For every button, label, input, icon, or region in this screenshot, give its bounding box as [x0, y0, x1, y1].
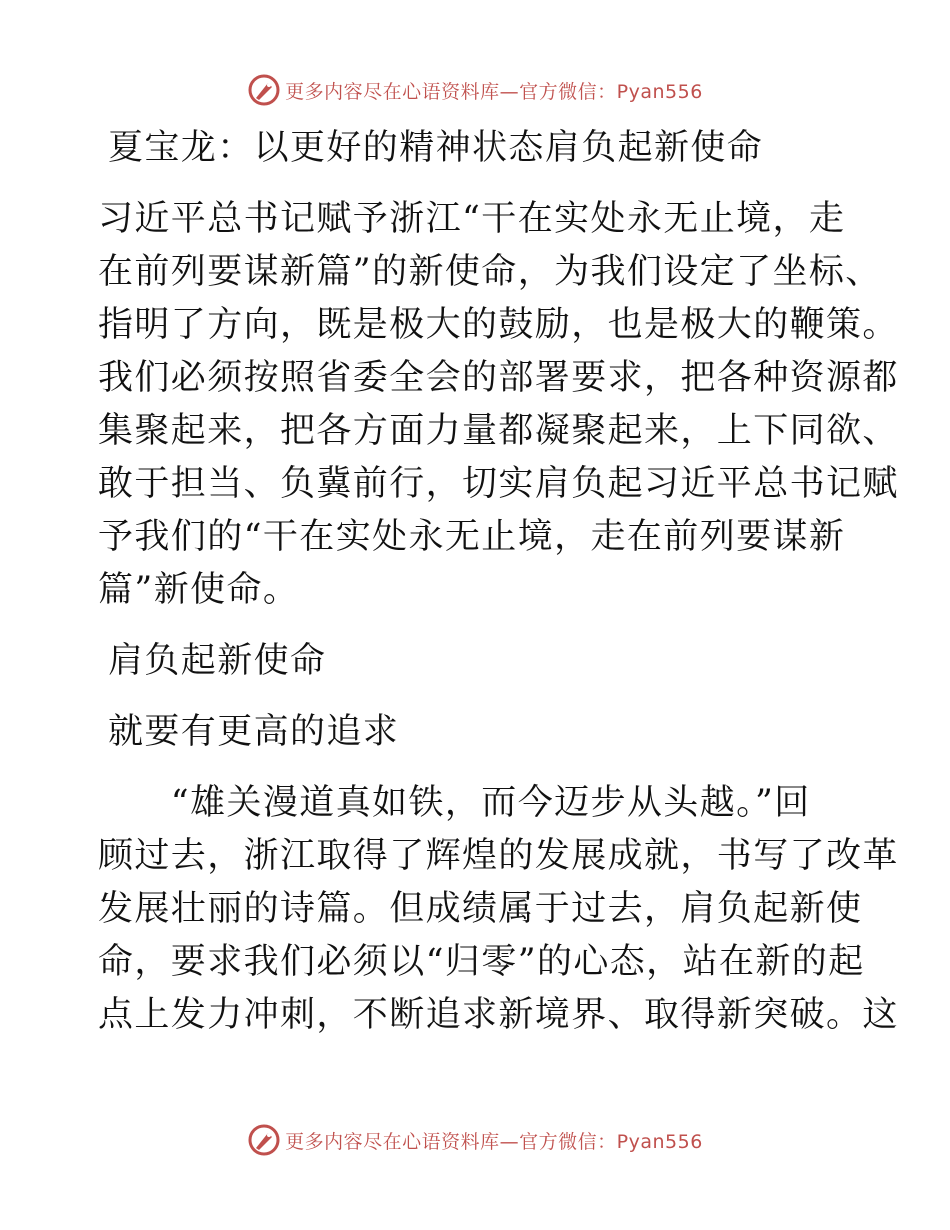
document-body: [98, 122, 899, 1042]
paragraph-line: 习近平总书记赋予浙江“干在实处永无止境，走: [98, 199, 846, 239]
watermark-banner-bottom: [0, 1120, 950, 1160]
watermark-banner-top: [0, 70, 950, 110]
pen-nib-logo-icon: [247, 1123, 281, 1157]
watermark-text: 更多内容尽在心语资料库—官方微信：Pyan556: [285, 1130, 703, 1153]
paragraph-line: 顾过去，浙江取得了辉煌的发展成就，书写了改革: [98, 836, 899, 876]
paragraph-line: 发展壮丽的诗篇。但成绩属于过去，肩负起新使: [98, 889, 863, 929]
watermark-text: 更多内容尽在心语资料库—官方微信：Pyan556: [285, 80, 703, 103]
document-title: 夏宝龙：以更好的精神状态肩负起新使命: [108, 128, 764, 168]
paragraph-line: 敢于担当、负冀前行，切实肩负起习近平总书记赋: [98, 464, 899, 504]
paragraph-line: 在前列要谋新篇”的新使命，为我们设定了坐标、: [98, 252, 882, 292]
paragraph-line: 命，要求我们必须以“归零”的心态，站在新的起: [98, 942, 865, 982]
paragraph-line: 指明了方向，既是极大的鼓励，也是极大的鞭策。: [98, 305, 899, 345]
section-heading-1: 肩负起新使命: [108, 641, 327, 681]
pen-nib-logo-icon: [247, 73, 281, 107]
paragraph-line: 予我们的“干在实处永无止境，走在前列要谋新: [98, 517, 846, 557]
paragraph-line: 点上发力冲刺，不断追求新境界、取得新突破。这: [98, 995, 899, 1035]
paragraph-2: [98, 777, 899, 1042]
paragraph-1: [98, 193, 899, 617]
section-heading-2: 就要有更高的追求: [108, 712, 400, 752]
paragraph-line: 集聚起来，把各方面力量都凝聚起来，上下同欲、: [98, 411, 899, 451]
paragraph-line: “雄关漫道真如铁，而今迈步从头越。”回: [98, 783, 811, 823]
paragraph-line: 篇”新使命。: [98, 570, 300, 610]
paragraph-line: 我们必须按照省委全会的部署要求，把各种资源都: [98, 358, 899, 398]
